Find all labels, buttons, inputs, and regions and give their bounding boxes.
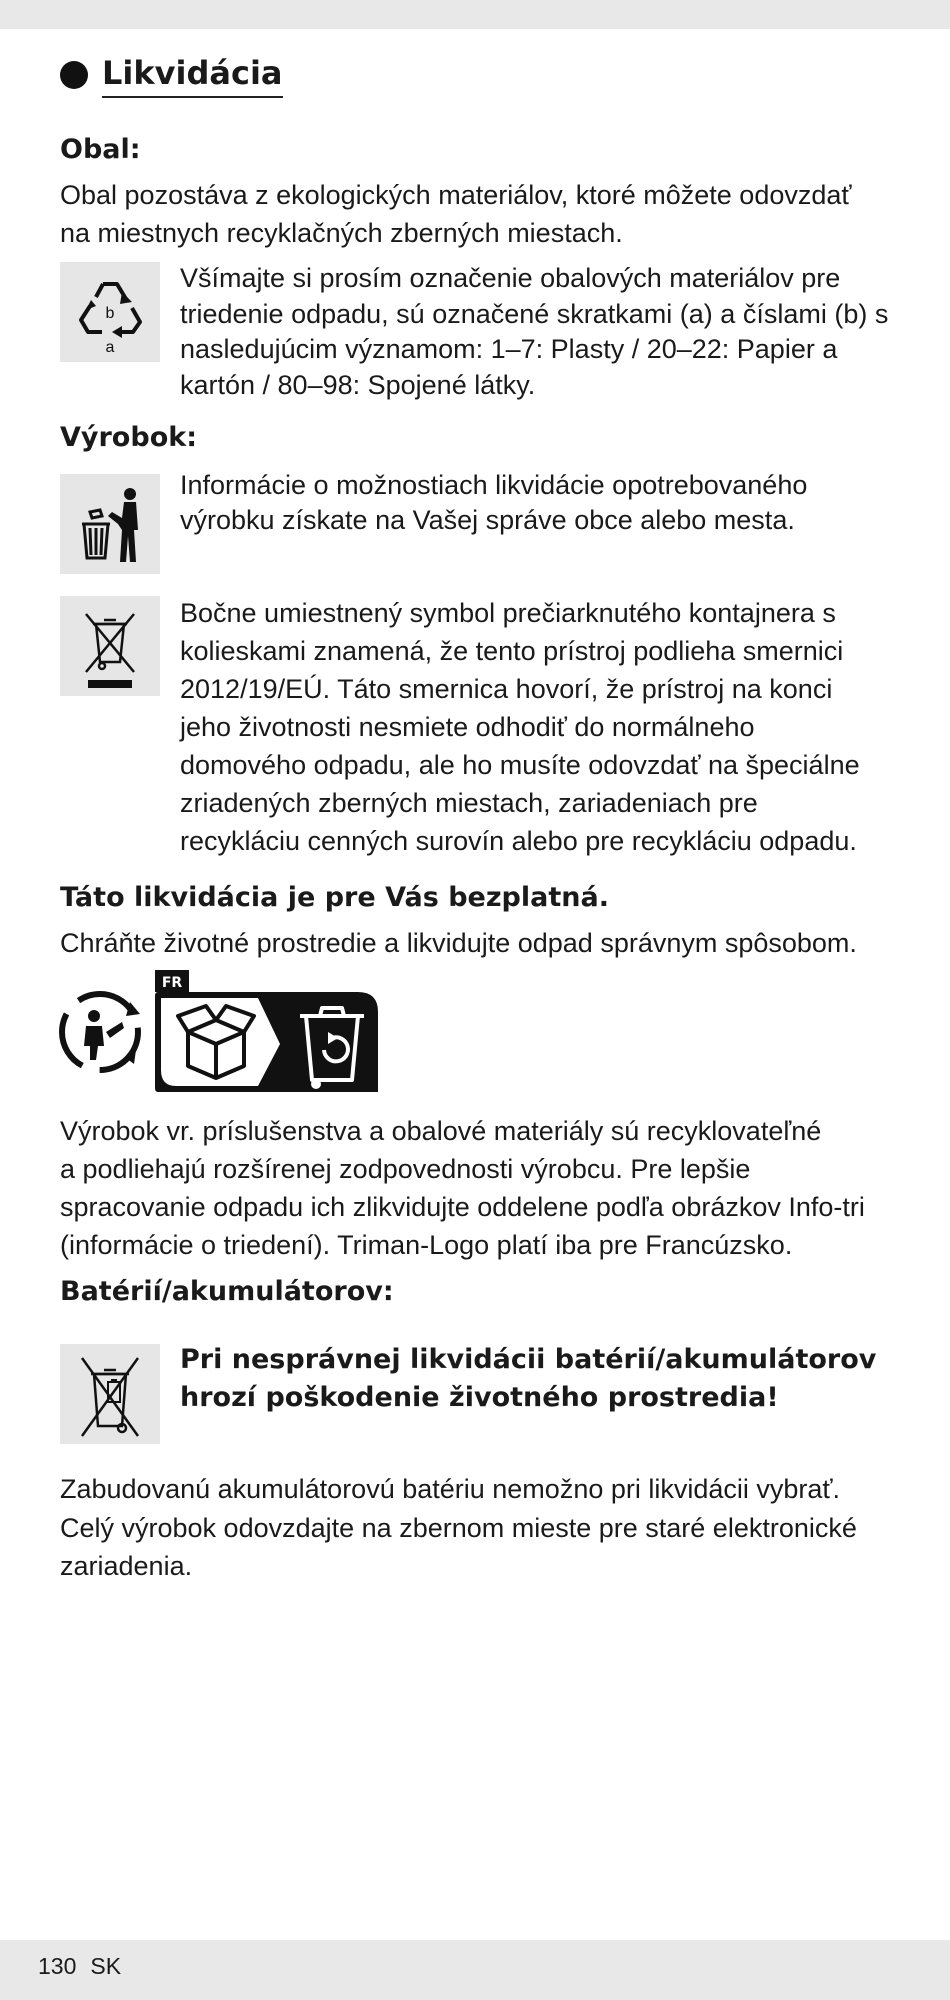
free-disposal-heading: Táto likvidácia je pre Vás bezplatná. <box>60 882 609 913</box>
recycling-code-icon <box>60 262 160 362</box>
footer <box>38 1951 135 1981</box>
svg-text:b: b <box>105 305 115 322</box>
bullet-icon <box>60 61 88 89</box>
svg-text:FR: FR <box>161 975 183 991</box>
triman-line-4: (informácie o triedení). Triman-Logo platí iba pre Francúzsko. <box>60 1230 793 1260</box>
svg-text:a: a <box>105 339 115 356</box>
battery-warning-line-2: hrozí poškodenie životného prostredia! <box>180 1382 779 1413</box>
section-heading <box>60 52 283 98</box>
tidyman-icon <box>60 474 160 574</box>
weee-line-6: zriadených zberných miestach, zariadeniach pre <box>180 788 758 818</box>
weee-line-2: kolieskami znamená, že tento prístroj podlieha smernici <box>180 636 844 666</box>
page-number: 130 <box>38 1953 77 1979</box>
footer-bar <box>0 1940 950 2000</box>
packaging-line-1: Obal pozostáva z ekologických materiálov, ktoré môžete odovzdať <box>60 180 852 210</box>
triman-logo-icon <box>58 970 384 1094</box>
weee-line-5: domového odpadu, ale ho musíte odovzdať na špeciálne <box>180 750 860 780</box>
free-disposal-line: Chráňte životné prostredie a likvidujte odpad správnym spôsobom. <box>60 928 857 958</box>
language-code: SK <box>90 1953 122 1979</box>
packaging-note-line-2: triedenie odpadu, sú označené skratkami (a) a číslami (b) s <box>180 299 889 329</box>
packaging-note-line-3: nasledujúcim významom: 1–7: Plasty / 20–22: Papier a <box>180 334 838 364</box>
weee-line-7: recykláciu cenných surovín alebo pre recykláciu odpadu. <box>180 826 857 856</box>
packaging-heading: Obal: <box>60 134 141 165</box>
weee-line-3: 2012/19/EÚ. Táto smernica hovorí, že prístroj na konci <box>180 674 833 704</box>
top-bar <box>0 0 950 29</box>
triman-line-2: a podliehajú rozšírenej zodpovednosti výrobcu. Pre lepšie <box>60 1154 751 1184</box>
battery-warning-line-1: Pri nesprávnej likvidácii batérií/akumulátorov <box>180 1344 877 1375</box>
product-heading: Výrobok: <box>60 422 197 453</box>
weee-line-1: Bočne umiestnený symbol prečiarknutého kontajnera s <box>180 598 836 628</box>
battery-line-2: Celý výrobok odovzdajte na zbernom mieste pre staré elektronické <box>60 1513 857 1543</box>
packaging-note-line-4: kartón / 80–98: Spojené látky. <box>180 370 536 400</box>
battery-heading: Batérií/akumulátorov: <box>60 1276 394 1307</box>
battery-line-1: Zabudovanú akumulátorovú batériu nemožno pri likvidácii vybrať. <box>60 1474 841 1504</box>
crossed-out-battery-bin-icon <box>60 1344 160 1444</box>
product-info-line-1: Informácie o možnostiach likvidácie opotrebovaného <box>180 470 808 500</box>
product-info-line-2: výrobku získate na Vašej správe obce alebo mesta. <box>180 505 795 535</box>
triman-line-3: spracovanie odpadu ich zlikvidujte oddelene podľa obrázkov Info-tri <box>60 1192 865 1222</box>
crossed-out-wheelie-bin-icon <box>60 596 160 696</box>
battery-line-3: zariadenia. <box>60 1551 193 1581</box>
packaging-note-line-1: Všímajte si prosím označenie obalových materiálov pre <box>180 263 841 293</box>
section-title: Likvidácia <box>102 52 283 98</box>
packaging-line-2: na miestnych recyklačných zberných miestach. <box>60 218 623 248</box>
triman-line-1: Výrobok vr. príslušenstva a obalové materiály sú recyklovateľné <box>60 1116 822 1146</box>
weee-line-4: jeho životnosti nesmiete odhodiť do normálneho <box>180 712 755 742</box>
